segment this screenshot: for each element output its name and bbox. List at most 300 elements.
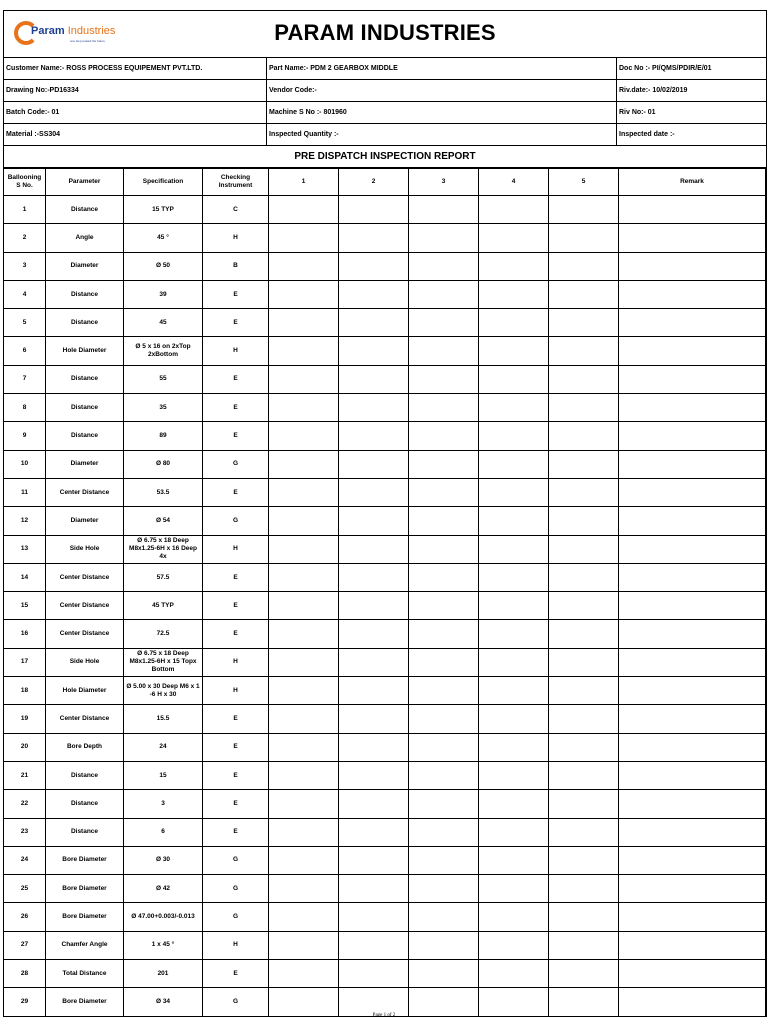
sample-4-cell[interactable]	[479, 422, 549, 450]
specification-cell: 15.5	[124, 705, 203, 733]
instrument-cell: C	[203, 196, 269, 224]
sample-3-cell[interactable]	[409, 394, 479, 422]
sample-4-cell[interactable]	[479, 648, 549, 676]
sample-4-cell[interactable]	[479, 903, 549, 931]
instrument-cell: G	[203, 507, 269, 535]
sample-4-cell[interactable]	[479, 988, 549, 1016]
balloon-no-cell: 3	[4, 252, 46, 280]
instrument-cell: G	[203, 875, 269, 903]
remark-cell[interactable]	[619, 988, 766, 1016]
sample-3-cell[interactable]	[409, 224, 479, 252]
instrument-cell: E	[203, 309, 269, 337]
specification-cell: 24	[124, 733, 203, 761]
sample-2-cell[interactable]	[339, 535, 409, 563]
sample-3-cell[interactable]	[409, 252, 479, 280]
sample-3-cell[interactable]	[409, 280, 479, 308]
sample-1-cell[interactable]	[269, 450, 339, 478]
sample-1-cell[interactable]	[269, 478, 339, 506]
sample-5-cell[interactable]	[549, 394, 619, 422]
remark-cell[interactable]	[619, 422, 766, 450]
sample-4-cell[interactable]	[479, 337, 549, 365]
sample-4-cell[interactable]	[479, 563, 549, 591]
sample-1-cell[interactable]	[269, 875, 339, 903]
balloon-no-cell: 6	[4, 337, 46, 365]
sample-4-cell[interactable]	[479, 931, 549, 959]
sample-5-cell[interactable]	[549, 677, 619, 705]
table-row	[4, 422, 766, 450]
specification-cell: 45 TYP	[124, 592, 203, 620]
sample-1-cell[interactable]	[269, 563, 339, 591]
info-row-4	[4, 124, 766, 146]
sample-5-cell[interactable]	[549, 196, 619, 224]
sample-3-cell[interactable]	[409, 422, 479, 450]
specification-cell: Ø 6.75 x 18 Deep M8x1.25-6H x 15 Topx Bottom	[124, 648, 203, 676]
balloon-no-cell: 29	[4, 988, 46, 1016]
sample-2-cell[interactable]	[339, 507, 409, 535]
doc-no: Doc No :- PI/QMS/PDIR/E/01	[619, 65, 712, 72]
specification-cell: Ø 5.00 x 30 Deep M6 x 1 -6 H x 30	[124, 677, 203, 705]
remark-cell[interactable]	[619, 507, 766, 535]
remark-cell[interactable]	[619, 224, 766, 252]
parameter-cell: Diameter	[46, 507, 124, 535]
riv-date: Riv.date:- 10/02/2019	[619, 87, 688, 94]
sample-4-cell[interactable]	[479, 309, 549, 337]
sample-1-cell[interactable]	[269, 422, 339, 450]
sample-2-cell[interactable]	[339, 592, 409, 620]
sample-5-cell[interactable]	[549, 563, 619, 591]
remark-cell[interactable]	[619, 309, 766, 337]
sample-5-cell[interactable]	[549, 818, 619, 846]
sample-5-cell[interactable]	[549, 931, 619, 959]
sample-2-cell[interactable]	[339, 846, 409, 874]
sample-3-cell[interactable]	[409, 337, 479, 365]
sample-1-cell[interactable]	[269, 931, 339, 959]
parameter-cell: Distance	[46, 790, 124, 818]
sample-2-cell[interactable]	[339, 677, 409, 705]
sample-2-cell[interactable]	[339, 648, 409, 676]
sample-1-cell[interactable]	[269, 394, 339, 422]
sample-5-cell[interactable]	[549, 761, 619, 789]
instrument-cell: H	[203, 337, 269, 365]
parameter-cell: Bore Diameter	[46, 988, 124, 1016]
parameter-cell: Diameter	[46, 450, 124, 478]
sample-1-cell[interactable]	[269, 846, 339, 874]
parameter-cell: Bore Diameter	[46, 875, 124, 903]
sample-3-cell[interactable]	[409, 507, 479, 535]
specification-cell: 15	[124, 761, 203, 789]
balloon-no-cell: 24	[4, 846, 46, 874]
sample-3-cell[interactable]	[409, 478, 479, 506]
remark-cell[interactable]	[619, 875, 766, 903]
sample-3-cell[interactable]	[409, 535, 479, 563]
parameter-cell: Center Distance	[46, 705, 124, 733]
sample-1-cell[interactable]	[269, 648, 339, 676]
sample-4-cell[interactable]	[479, 790, 549, 818]
col-sample-1: 1	[269, 169, 339, 196]
report-title: PRE DISPATCH INSPECTION REPORT	[4, 146, 766, 168]
specification-cell: 45 °	[124, 224, 203, 252]
specification-cell: 57.5	[124, 563, 203, 591]
remark-cell[interactable]	[619, 903, 766, 931]
parameter-cell: Center Distance	[46, 592, 124, 620]
part-name: Part Name:- PDM 2 GEARBOX MIDDLE	[267, 58, 617, 79]
table-row	[4, 875, 766, 903]
sample-2-cell[interactable]	[339, 450, 409, 478]
sample-5-cell[interactable]	[549, 422, 619, 450]
remark-cell[interactable]	[619, 960, 766, 988]
sample-4-cell[interactable]	[479, 507, 549, 535]
sample-5-cell[interactable]	[549, 733, 619, 761]
parameter-cell: Distance	[46, 818, 124, 846]
sample-4-cell[interactable]	[479, 705, 549, 733]
remark-cell[interactable]	[619, 818, 766, 846]
col-specification: Specification	[124, 169, 203, 196]
remark-cell[interactable]	[619, 478, 766, 506]
balloon-no-cell: 23	[4, 818, 46, 846]
table-row	[4, 478, 766, 506]
logo-name-part1: Param	[31, 25, 65, 37]
instrument-cell: H	[203, 648, 269, 676]
sample-1-cell[interactable]	[269, 903, 339, 931]
remark-cell[interactable]	[619, 280, 766, 308]
vendor-code: Vendor Code:-	[267, 80, 617, 101]
sample-2-cell[interactable]	[339, 903, 409, 931]
sample-3-cell[interactable]	[409, 790, 479, 818]
remark-cell[interactable]	[619, 705, 766, 733]
sample-2-cell[interactable]	[339, 394, 409, 422]
col-sample-5: 5	[549, 169, 619, 196]
balloon-no-cell: 8	[4, 394, 46, 422]
sample-4-cell[interactable]	[479, 280, 549, 308]
inspection-report-sheet	[3, 10, 767, 1017]
parameter-cell: Total Distance	[46, 960, 124, 988]
remark-cell[interactable]	[619, 196, 766, 224]
sample-3-cell[interactable]	[409, 309, 479, 337]
remark-cell[interactable]	[619, 677, 766, 705]
sample-3-cell[interactable]	[409, 846, 479, 874]
instrument-cell: H	[203, 224, 269, 252]
table-row	[4, 394, 766, 422]
sample-2-cell[interactable]	[339, 563, 409, 591]
sample-5-cell[interactable]	[549, 252, 619, 280]
sample-3-cell[interactable]	[409, 563, 479, 591]
sample-2-cell[interactable]	[339, 196, 409, 224]
sample-3-cell[interactable]	[409, 620, 479, 648]
report-header	[4, 11, 766, 58]
batch-code: Batch Code:- 01	[4, 102, 267, 123]
specification-cell: 6	[124, 818, 203, 846]
sample-1-cell[interactable]	[269, 224, 339, 252]
sample-4-cell[interactable]	[479, 252, 549, 280]
riv-no: Riv No:- 01	[619, 109, 656, 116]
sample-1-cell[interactable]	[269, 677, 339, 705]
specification-cell: Ø 47.00+0.003/-0.013	[124, 903, 203, 931]
table-row	[4, 337, 766, 365]
parameter-cell: Distance	[46, 196, 124, 224]
info-row-1	[4, 58, 766, 80]
logo-name-part2: Industries	[67, 25, 116, 37]
table-row	[4, 535, 766, 563]
parameter-cell: Distance	[46, 761, 124, 789]
sample-2-cell[interactable]	[339, 875, 409, 903]
parameter-cell: Center Distance	[46, 563, 124, 591]
sample-4-cell[interactable]	[479, 875, 549, 903]
balloon-no-cell: 22	[4, 790, 46, 818]
sample-1-cell[interactable]	[269, 620, 339, 648]
sample-5-cell[interactable]	[549, 988, 619, 1016]
instrument-cell: E	[203, 478, 269, 506]
sample-4-cell[interactable]	[479, 677, 549, 705]
parameter-cell: Diameter	[46, 252, 124, 280]
sample-3-cell[interactable]	[409, 648, 479, 676]
remark-cell[interactable]	[619, 931, 766, 959]
parameter-cell: Chamfer Angle	[46, 931, 124, 959]
sample-1-cell[interactable]	[269, 196, 339, 224]
remark-cell[interactable]	[619, 535, 766, 563]
specification-cell: Ø 5 x 16 on 2xTop 2xBottom	[124, 337, 203, 365]
specification-cell: 55	[124, 365, 203, 393]
table-row	[4, 846, 766, 874]
sample-2-cell[interactable]	[339, 620, 409, 648]
sample-4-cell[interactable]	[479, 196, 549, 224]
instrument-cell: E	[203, 280, 269, 308]
sample-5-cell[interactable]	[549, 960, 619, 988]
balloon-no-cell: 9	[4, 422, 46, 450]
sample-1-cell[interactable]	[269, 252, 339, 280]
sample-4-cell[interactable]	[479, 394, 549, 422]
sample-5-cell[interactable]	[549, 846, 619, 874]
instrument-cell: G	[203, 903, 269, 931]
balloon-no-cell: 15	[4, 592, 46, 620]
sample-3-cell[interactable]	[409, 450, 479, 478]
sample-2-cell[interactable]	[339, 931, 409, 959]
instrument-cell: E	[203, 592, 269, 620]
sample-5-cell[interactable]	[549, 535, 619, 563]
instrument-cell: E	[203, 563, 269, 591]
col-instrument: Checking Instrument	[203, 169, 269, 196]
sample-4-cell[interactable]	[479, 960, 549, 988]
col-ballooning: Ballooning S No.	[4, 169, 46, 196]
sample-4-cell[interactable]	[479, 761, 549, 789]
sample-3-cell[interactable]	[409, 592, 479, 620]
remark-cell[interactable]	[619, 592, 766, 620]
balloon-no-cell: 2	[4, 224, 46, 252]
sample-1-cell[interactable]	[269, 592, 339, 620]
sample-5-cell[interactable]	[549, 705, 619, 733]
sample-5-cell[interactable]	[549, 365, 619, 393]
specification-cell: Ø 6.75 x 18 Deep M8x1.25-6H x 16 Deep 4x	[124, 535, 203, 563]
balloon-no-cell: 17	[4, 648, 46, 676]
sample-5-cell[interactable]	[549, 790, 619, 818]
sample-3-cell[interactable]	[409, 761, 479, 789]
table-row	[4, 592, 766, 620]
sample-4-cell[interactable]	[479, 450, 549, 478]
table-row	[4, 365, 766, 393]
sample-3-cell[interactable]	[409, 903, 479, 931]
sample-2-cell[interactable]	[339, 422, 409, 450]
sample-2-cell[interactable]	[339, 733, 409, 761]
sample-5-cell[interactable]	[549, 592, 619, 620]
remark-cell[interactable]	[619, 790, 766, 818]
sample-2-cell[interactable]	[339, 790, 409, 818]
sample-5-cell[interactable]	[549, 224, 619, 252]
specification-cell: 53.5	[124, 478, 203, 506]
balloon-no-cell: 12	[4, 507, 46, 535]
sample-1-cell[interactable]	[269, 507, 339, 535]
sample-2-cell[interactable]	[339, 224, 409, 252]
table-row	[4, 790, 766, 818]
remark-cell[interactable]	[619, 394, 766, 422]
sample-4-cell[interactable]	[479, 365, 549, 393]
parameter-cell: Hole Diameter	[46, 677, 124, 705]
remark-cell[interactable]	[619, 846, 766, 874]
sample-4-cell[interactable]	[479, 224, 549, 252]
balloon-no-cell: 25	[4, 875, 46, 903]
sample-3-cell[interactable]	[409, 931, 479, 959]
instrument-cell: E	[203, 761, 269, 789]
sample-1-cell[interactable]	[269, 733, 339, 761]
sample-4-cell[interactable]	[479, 478, 549, 506]
table-row	[4, 761, 766, 789]
inspected-quantity: Inspected Quantity :-	[267, 124, 617, 145]
sample-2-cell[interactable]	[339, 309, 409, 337]
parameter-cell: Angle	[46, 224, 124, 252]
remark-cell[interactable]	[619, 620, 766, 648]
sample-1-cell[interactable]	[269, 988, 339, 1016]
sample-2-cell[interactable]	[339, 960, 409, 988]
sample-2-cell[interactable]	[339, 705, 409, 733]
instrument-cell: E	[203, 960, 269, 988]
instrument-cell: E	[203, 818, 269, 846]
sample-4-cell[interactable]	[479, 846, 549, 874]
instrument-cell: H	[203, 931, 269, 959]
remark-cell[interactable]	[619, 761, 766, 789]
specification-cell: Ø 42	[124, 875, 203, 903]
parameter-cell: Center Distance	[46, 620, 124, 648]
remark-cell[interactable]	[619, 337, 766, 365]
sample-3-cell[interactable]	[409, 196, 479, 224]
sample-2-cell[interactable]	[339, 988, 409, 1016]
parameter-cell: Bore Diameter	[46, 846, 124, 874]
table-row	[4, 733, 766, 761]
table-row	[4, 677, 766, 705]
sample-3-cell[interactable]	[409, 365, 479, 393]
sample-5-cell[interactable]	[549, 903, 619, 931]
sample-2-cell[interactable]	[339, 252, 409, 280]
sample-4-cell[interactable]	[479, 818, 549, 846]
sample-2-cell[interactable]	[339, 818, 409, 846]
sample-4-cell[interactable]	[479, 592, 549, 620]
parameter-cell: Side Hole	[46, 648, 124, 676]
sample-3-cell[interactable]	[409, 818, 479, 846]
col-sample-2: 2	[339, 169, 409, 196]
specification-cell: 39	[124, 280, 203, 308]
balloon-no-cell: 5	[4, 309, 46, 337]
balloon-no-cell: 1	[4, 196, 46, 224]
sample-3-cell[interactable]	[409, 988, 479, 1016]
sample-5-cell[interactable]	[549, 620, 619, 648]
table-row	[4, 931, 766, 959]
sample-3-cell[interactable]	[409, 875, 479, 903]
sample-1-cell[interactable]	[269, 535, 339, 563]
sample-3-cell[interactable]	[409, 733, 479, 761]
sample-5-cell[interactable]	[549, 648, 619, 676]
sample-1-cell[interactable]	[269, 761, 339, 789]
sample-4-cell[interactable]	[479, 733, 549, 761]
col-sample-3: 3	[409, 169, 479, 196]
specification-cell: 3	[124, 790, 203, 818]
sample-3-cell[interactable]	[409, 960, 479, 988]
sample-1-cell[interactable]	[269, 705, 339, 733]
instrument-cell: G	[203, 988, 269, 1016]
sample-1-cell[interactable]	[269, 960, 339, 988]
balloon-no-cell: 26	[4, 903, 46, 931]
table-row	[4, 224, 766, 252]
table-row	[4, 563, 766, 591]
remark-cell[interactable]	[619, 365, 766, 393]
instrument-cell: G	[203, 450, 269, 478]
specification-cell: 45	[124, 309, 203, 337]
sample-3-cell[interactable]	[409, 705, 479, 733]
table-row	[4, 620, 766, 648]
table-row	[4, 196, 766, 224]
instrument-cell: E	[203, 422, 269, 450]
sample-2-cell[interactable]	[339, 478, 409, 506]
sample-5-cell[interactable]	[549, 507, 619, 535]
remark-cell[interactable]	[619, 648, 766, 676]
table-row	[4, 988, 766, 1016]
sample-1-cell[interactable]	[269, 818, 339, 846]
sample-1-cell[interactable]	[269, 337, 339, 365]
machine-sno: Machine S No :- 801960	[267, 102, 617, 123]
balloon-no-cell: 27	[4, 931, 46, 959]
specification-cell: Ø 54	[124, 507, 203, 535]
sample-5-cell[interactable]	[549, 875, 619, 903]
sample-2-cell[interactable]	[339, 280, 409, 308]
specification-cell: Ø 34	[124, 988, 203, 1016]
parameter-cell: Bore Diameter	[46, 903, 124, 931]
sample-1-cell[interactable]	[269, 365, 339, 393]
remark-cell[interactable]	[619, 450, 766, 478]
sample-4-cell[interactable]	[479, 620, 549, 648]
specification-cell: 89	[124, 422, 203, 450]
specification-cell: Ø 30	[124, 846, 203, 874]
sample-2-cell[interactable]	[339, 761, 409, 789]
material: Material :-SS304	[4, 124, 267, 145]
sample-1-cell[interactable]	[269, 309, 339, 337]
remark-cell[interactable]	[619, 563, 766, 591]
sample-3-cell[interactable]	[409, 677, 479, 705]
specification-cell: 15 TYP	[124, 196, 203, 224]
sample-1-cell[interactable]	[269, 280, 339, 308]
sample-4-cell[interactable]	[479, 535, 549, 563]
info-row-2	[4, 80, 766, 102]
sample-5-cell[interactable]	[549, 478, 619, 506]
table-header-row	[4, 169, 766, 196]
remark-cell[interactable]	[619, 733, 766, 761]
sample-5-cell[interactable]	[549, 309, 619, 337]
col-parameter: Parameter	[46, 169, 124, 196]
sample-2-cell[interactable]	[339, 337, 409, 365]
remark-cell[interactable]	[619, 252, 766, 280]
sample-5-cell[interactable]	[549, 450, 619, 478]
instrument-cell: E	[203, 365, 269, 393]
specification-cell: Ø 50	[124, 252, 203, 280]
sample-5-cell[interactable]	[549, 337, 619, 365]
sample-2-cell[interactable]	[339, 365, 409, 393]
sample-1-cell[interactable]	[269, 790, 339, 818]
sample-5-cell[interactable]	[549, 280, 619, 308]
